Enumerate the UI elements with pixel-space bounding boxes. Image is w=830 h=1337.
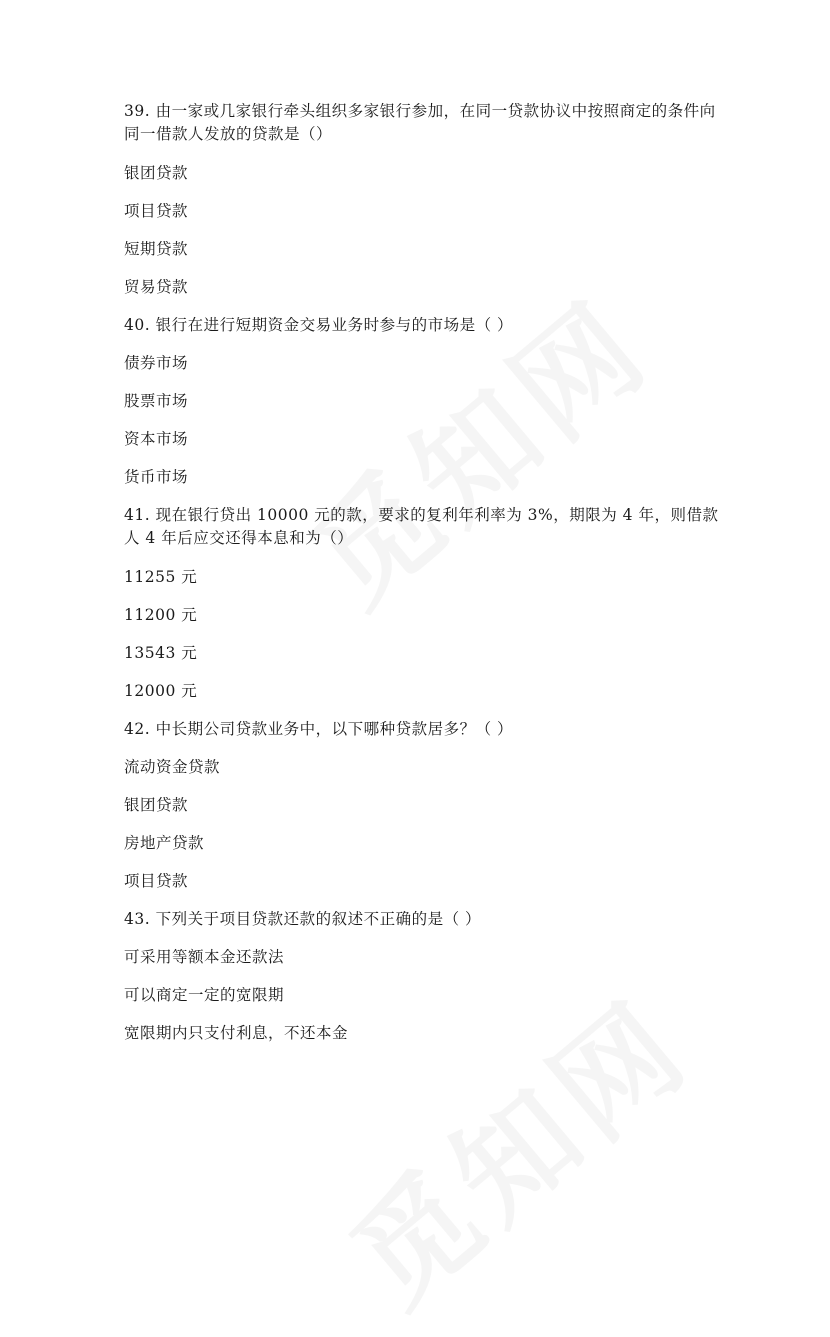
- option-d: 12000 元: [124, 682, 198, 700]
- option-a: 银团贷款: [124, 164, 189, 182]
- option-b: 可以商定一定的宽限期: [124, 986, 285, 1004]
- option-a: 流动资金贷款: [124, 758, 221, 776]
- option-c: 短期贷款: [124, 240, 189, 258]
- option-b: 11200 元: [124, 606, 198, 624]
- question-text: 43. 下列关于项目贷款还款的叙述不正确的是（ ）: [124, 910, 482, 928]
- option-b: 银团贷款: [124, 796, 189, 814]
- option-b: 股票市场: [124, 392, 189, 410]
- option-d: 贸易贷款: [124, 278, 189, 296]
- option-c: 13543 元: [124, 644, 198, 662]
- question-text: 41. 现在银行贷出 10000 元的款，要求的复利年利率为 3%，期限为 4 年，则借款人 4 年后应交还得本息和为（）: [124, 506, 719, 547]
- option-b: 项目贷款: [124, 202, 189, 220]
- question-text: 39. 由一家或几家银行牵头组织多家银行参加，在同一贷款协议中按照商定的条件向同一借款人发放的贷款是（）: [124, 102, 716, 143]
- question-text: 42. 中长期公司贷款业务中，以下哪种贷款居多？（ ）: [124, 720, 514, 738]
- option-c: 宽限期内只支付利息，不还本金: [124, 1024, 349, 1042]
- question-list: [124, 100, 724, 1060]
- option-d: 货币市场: [124, 468, 189, 486]
- option-a: 11255 元: [124, 568, 198, 586]
- option-c: 房地产贷款: [124, 834, 205, 852]
- option-d: 项目贷款: [124, 872, 189, 890]
- option-a: 债券市场: [124, 354, 189, 372]
- question-text: 40. 银行在进行短期资金交易业务时参与的市场是（ ）: [124, 316, 514, 334]
- option-a: 可采用等额本金还款法: [124, 948, 285, 966]
- option-c: 资本市场: [124, 430, 189, 448]
